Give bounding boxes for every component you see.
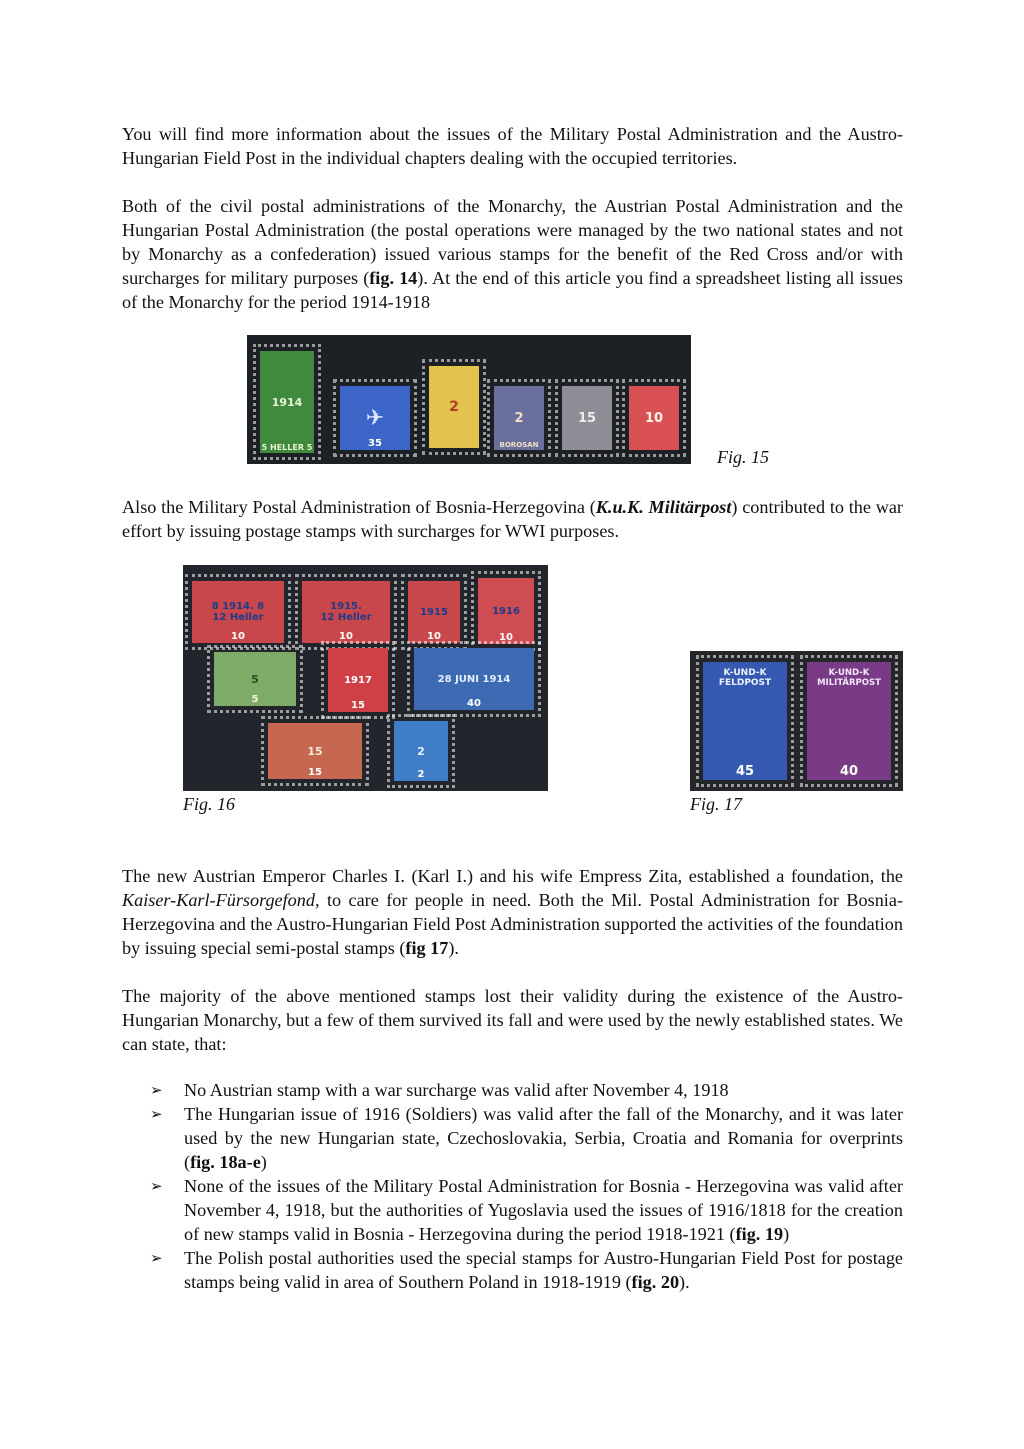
stamp-image [562, 386, 612, 450]
stamp [185, 574, 291, 650]
stamp-label: K-UND-K MILITÄRPOST [817, 668, 881, 688]
para4-text: The new Austrian Emperor Charles I. (Karl I.) and his wife Empress Zita, established a foundation, the [122, 866, 903, 886]
fig-reference: fig. 18a-e [190, 1152, 261, 1172]
stamp [422, 359, 486, 455]
validity-paragraph [122, 984, 903, 1056]
stamp-value: 10 [339, 631, 353, 642]
stamp-value: 45 [735, 764, 755, 779]
stamp [401, 574, 467, 650]
fig-15-stamp-plate [247, 335, 691, 464]
stamp-image [807, 662, 891, 780]
stamp [471, 571, 541, 651]
foundation-paragraph [122, 864, 903, 960]
foundation-name: Kaiser-Karl-Fürsorgefond, [122, 890, 320, 910]
arrow-bullet-icon: ➢ [150, 1177, 163, 1195]
list-item [150, 1246, 903, 1294]
stamp-label: 8 1914. 8 12 Heller [211, 601, 265, 623]
stamp [487, 379, 551, 457]
fig-reference: fig. 20 [631, 1272, 680, 1292]
stamp-value: 40 [467, 698, 481, 709]
stamp-label: 2 [417, 744, 425, 758]
list-item-text: None of the issues of the Military Postal Administration for Bosnia - Herzegovina was valid after November 4, 1918, but the authorities of Yugoslavia used the issues of 1916/1818 for the creation of new stamps valid in Bosnia - Herzegovina during the period 1918-1921 ( [184, 1176, 903, 1244]
stamp-label: 1917 [344, 674, 372, 686]
bosnia-herzegovina-paragraph [122, 495, 903, 543]
stamp [800, 655, 898, 787]
stamp [295, 574, 397, 650]
stamp-value: 5 HELLER 5 [261, 443, 313, 452]
stamp-value: 2 [417, 769, 425, 780]
para2-tail: ). At the end of this article you find a spreadsheet listing all issues of the Monarchy for the period 1914-1918 [122, 268, 903, 312]
stamp-label: 1916 [492, 605, 520, 617]
validity-bullet-list [150, 1078, 903, 1294]
stamp [261, 716, 369, 786]
stamp-value: 5 [251, 694, 259, 705]
fig-16-stamp-plate [183, 565, 548, 791]
stamp-label: 15 [577, 410, 597, 426]
list-item-tail: ). [679, 1272, 690, 1292]
stamp-value: 40 [839, 764, 859, 779]
intro-text: You will find more information about the issues of the Military Postal Administration and the Austro-Hungarian Field Post in the individual chapters dealing with the occupied territories. [122, 124, 903, 168]
stamp-label: 10 [644, 410, 664, 426]
list-item [150, 1174, 903, 1246]
stamp-value: BOROSAN [499, 441, 539, 449]
arrow-bullet-icon: ➢ [150, 1081, 163, 1099]
para2-text: Both of the civil postal administrations of the Monarchy, the Austrian Postal Administration and the Hungarian Postal Administration (the postal operations were managed by the two national states and not by Monarchy as a confederation) issued various stamps for the benefit of the Red Cross and/or with surcharges for military purposes ( [122, 196, 903, 288]
stamp-label: 15 [307, 744, 323, 758]
arrow-bullet-icon: ➢ [150, 1249, 163, 1267]
list-item [150, 1078, 903, 1102]
para4-tail: to care for people in need. Both the Mil. Postal Administration for Bosnia-Herzegovina and the Austro-Hungarian Field Post Administration supported the activities of the foundation by issuing special semi-postal stamps ( [122, 890, 903, 958]
stamp-image [703, 662, 787, 780]
stamp [407, 641, 541, 717]
stamp-label: 1914 [271, 395, 303, 409]
stamp-value: 15 [308, 767, 322, 778]
fig-17-caption: Fig. 17 [690, 794, 742, 814]
arrow-bullet-icon: ➢ [150, 1105, 163, 1123]
stamp-value: 10 [231, 631, 245, 642]
stamp-image [260, 351, 314, 453]
fig-14-reference: fig. 14 [369, 268, 418, 288]
para5-text: The majority of the above mentioned stamps lost their validity during the existence of the Austro-Hungarian Monarchy, but a few of them survived its fall and were used by the newly established states. We can state, that: [122, 986, 903, 1054]
list-item-tail: ) [260, 1152, 267, 1172]
stamp [387, 714, 455, 788]
list-item-text: The Polish postal authorities used the special stamps for Austro-Hungarian Field Post for postage stamps being valid in area of Southern Poland in 1918-1919 ( [184, 1248, 903, 1292]
stamp-image [429, 366, 479, 448]
stamp-image [629, 386, 679, 450]
stamp [555, 379, 619, 457]
list-item-tail: ) [783, 1224, 790, 1244]
para3-tail: ) contributed to the war effort by issuing postage stamps with surcharges for WWI purposes. [122, 497, 903, 541]
civil-administrations-paragraph [122, 194, 903, 314]
stamp-value: 35 [368, 438, 382, 449]
fig-17-reference: fig 17 [405, 938, 449, 958]
list-item [150, 1102, 903, 1174]
stamp-value: 15 [351, 700, 365, 711]
stamp-label: ✈ [365, 405, 385, 431]
intro-paragraph [122, 122, 903, 170]
stamp [253, 344, 321, 460]
stamp [207, 645, 303, 713]
stamp [321, 641, 395, 719]
fig-17-stamp-plate [690, 651, 903, 791]
stamp-label: K-UND-K FELDPOST [718, 668, 772, 688]
stamp [622, 379, 686, 457]
fig-16-caption: Fig. 16 [183, 794, 235, 814]
stamp [696, 655, 794, 787]
stamp-label: 5 [251, 672, 259, 686]
stamp [333, 379, 417, 457]
list-item-text: The Hungarian issue of 1916 (Soldiers) was valid after the fall of the Monarchy, and it was later used by the new Hungarian state, Czechoslovakia, Serbia, Croatia and Romania for overprints ( [184, 1104, 903, 1172]
stamp-label: 2 [514, 410, 524, 426]
para3-text: Also the Military Postal Administration of Bosnia-Herzegovina ( [122, 497, 596, 517]
stamp-label: 1915 [420, 606, 448, 618]
stamp-label: 28 JUNI 1914 [437, 673, 511, 685]
fig-reference: fig. 19 [735, 1224, 784, 1244]
list-item-text: No Austrian stamp with a war surcharge was valid after November 4, 1918 [184, 1080, 729, 1100]
stamp-label: 2 [449, 399, 459, 415]
stamp-value: 10 [499, 632, 513, 643]
fig-15-caption: Fig. 15 [717, 447, 769, 467]
stamp-label: 1915. 12 Heller [320, 601, 372, 623]
stamp-value: 10 [427, 631, 441, 642]
kuk-militarpost-reference: K.u.K. Militärpost [595, 497, 732, 517]
para4-tail2: ). [448, 938, 459, 958]
